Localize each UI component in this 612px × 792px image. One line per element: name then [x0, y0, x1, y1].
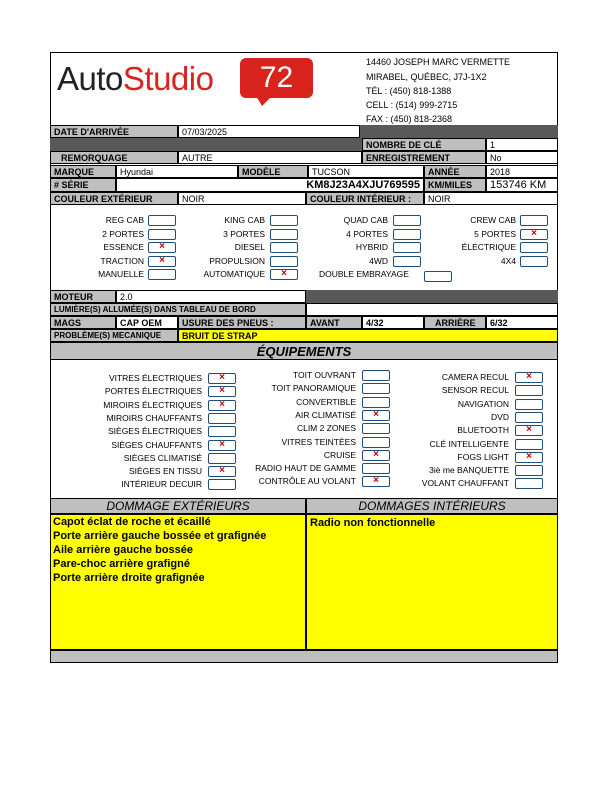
- front-tire-value[interactable]: 4/32: [362, 316, 424, 329]
- option-label: QUAD CAB: [343, 215, 388, 225]
- option-label: 4X4: [500, 255, 516, 266]
- int-damage-box[interactable]: [306, 514, 558, 650]
- towing-value[interactable]: AUTRE: [178, 151, 362, 164]
- equipment-checkbox[interactable]: [208, 466, 236, 477]
- equipment-checkbox[interactable]: [515, 465, 543, 476]
- header-filler: [306, 290, 558, 303]
- make-label: MARQUE: [50, 165, 116, 178]
- equipment-checkbox[interactable]: [362, 476, 390, 487]
- equipment-checkbox[interactable]: [208, 386, 236, 397]
- ext-damage-item: Capot éclat de roche et écaillé: [53, 516, 211, 528]
- address-line: TÉL : (450) 818-1388: [366, 86, 452, 96]
- check-mark-icon: ×: [159, 254, 165, 266]
- option-checkbox[interactable]: [270, 256, 298, 267]
- motor-value[interactable]: 2.0: [116, 290, 306, 303]
- ext-color-value[interactable]: NOIR: [178, 192, 306, 205]
- option-checkbox[interactable]: [393, 256, 421, 267]
- ext-damage-title: DOMMAGE EXTÉRIEURS: [106, 499, 250, 513]
- option-label: DIESEL: [234, 242, 265, 252]
- equipment-label: FOGS LIGHT: [457, 451, 509, 462]
- equipment-checkbox[interactable]: [208, 426, 236, 437]
- equipment-label: BLUETOOTH: [457, 425, 509, 436]
- equipment-label: SIÈGES EN TISSU: [128, 466, 202, 477]
- check-mark-icon: ×: [219, 385, 225, 397]
- keys-label: NOMBRE DE CLÉ: [362, 138, 486, 151]
- option-label: 2 PORTES: [102, 228, 144, 239]
- equipment-label: MIROIRS ÉLECTRIQUES: [103, 399, 202, 410]
- option-checkbox[interactable]: [393, 229, 421, 240]
- equipment-checkbox[interactable]: [208, 413, 236, 424]
- equipment-label: SIÈGES CHAUFFANTS: [111, 439, 202, 450]
- equipment-checkbox[interactable]: [515, 452, 543, 463]
- option-checkbox[interactable]: [270, 242, 298, 253]
- equipment-checkbox[interactable]: [362, 383, 390, 394]
- option-label: KING CAB: [224, 215, 265, 225]
- option-label: 4 PORTES: [346, 228, 388, 239]
- option-checkbox[interactable]: [148, 229, 176, 240]
- date-label: DATE D'ARRIVÉE: [50, 125, 178, 138]
- address-line: 14460 JOSEPH MARC VERMETTE: [366, 57, 511, 67]
- ext-damage-item: Porte arrière gauche bossée et grafignée: [53, 530, 267, 542]
- equipment-label: CLIM 2 ZONES: [296, 423, 356, 434]
- equipment-checkbox[interactable]: [515, 399, 543, 410]
- model-value[interactable]: TUCSON: [308, 165, 424, 178]
- check-mark-icon: ×: [219, 398, 225, 410]
- option-label: ÉLECTRIQUE: [461, 242, 516, 252]
- check-mark-icon: ×: [281, 268, 287, 279]
- equipment-label: CLÉ INTELLIGENTE: [429, 438, 509, 449]
- option-label: CREW CAB: [470, 215, 516, 225]
- logo-number-badge: 72: [240, 58, 313, 98]
- year-label: ANNÉE: [424, 165, 486, 178]
- motor-label: MOTEUR: [50, 290, 116, 303]
- check-mark-icon: ×: [526, 371, 532, 382]
- registration-value[interactable]: No: [486, 151, 558, 164]
- option-checkbox[interactable]: [520, 229, 548, 240]
- equipment-checkbox[interactable]: [208, 479, 236, 490]
- equipment-label: NAVIGATION: [457, 398, 509, 409]
- equipment-label: SIÈGES CLIMATISÉ: [123, 452, 202, 463]
- mech-label: PROBLÈME(S) MECANIQUE: [50, 329, 178, 342]
- equipment-label: INTÉRIEUR DECUIR: [121, 479, 202, 490]
- option-checkbox[interactable]: [520, 256, 548, 267]
- equipment-checkbox[interactable]: [515, 478, 543, 489]
- int-color-value[interactable]: NOIR: [424, 192, 558, 205]
- footer-bar: [50, 650, 558, 663]
- equipment-checkbox[interactable]: [208, 453, 236, 464]
- company-logo: AutoStudio: [57, 60, 214, 97]
- equipment-label: DVD: [491, 411, 509, 422]
- option-label: 4WD: [369, 255, 388, 266]
- check-mark-icon: ×: [159, 241, 165, 252]
- equipment-checkbox[interactable]: [515, 425, 543, 436]
- option-label: REG CAB: [105, 215, 144, 225]
- address-line: MIRABEL, QUÉBEC, J7J-1X2: [366, 72, 487, 82]
- ext-damage-item: Porte arrière droite grafignée: [53, 572, 205, 584]
- serial-value[interactable]: KM8J23A4XJU769595: [116, 178, 424, 192]
- option-checkbox[interactable]: [270, 269, 298, 280]
- check-mark-icon: ×: [219, 465, 225, 477]
- towing-label: REMORQUAGE: [50, 151, 178, 164]
- equipment-label: TOIT OUVRANT: [293, 370, 356, 380]
- option-checkbox[interactable]: [148, 269, 176, 280]
- equipment-label: MIROIRS CHAUFFANTS: [106, 412, 202, 423]
- equipment-checkbox[interactable]: [362, 450, 390, 461]
- equipment-label: RADIO HAUT DE GAMME: [255, 463, 356, 474]
- ext-color-label: COULEUR EXTÉRIEUR: [50, 192, 178, 205]
- check-mark-icon: ×: [526, 450, 532, 462]
- check-mark-icon: ×: [526, 424, 532, 436]
- option-checkbox[interactable]: [270, 215, 298, 226]
- equipment-checkbox[interactable]: [208, 440, 236, 451]
- option-label: AUTOMATIQUE: [203, 269, 265, 279]
- int-damage-title: DOMMAGES INTÉRIEURS: [358, 499, 506, 513]
- option-label: TRACTION: [100, 255, 144, 266]
- equipment-label: CONVERTIBLE: [296, 396, 356, 407]
- option-label: MANUELLE: [98, 269, 144, 279]
- equipment-label: CAMERA RECUL: [441, 372, 509, 382]
- equipment-checkbox[interactable]: [515, 412, 543, 423]
- equipment-label: TOIT PANORAMIQUE: [271, 383, 356, 394]
- ext-damage-item: Aile arrière gauche bossée: [53, 544, 194, 556]
- mags-value[interactable]: CAP OEM: [116, 316, 178, 329]
- km-label: KM/MILES: [424, 178, 486, 192]
- model-label: MODÈLE: [238, 165, 308, 178]
- check-mark-icon: ×: [373, 408, 379, 420]
- date-value[interactable]: 07/03/2025: [178, 125, 360, 138]
- equipment-label: AIR CLIMATISÉ: [295, 409, 356, 420]
- logo-bubble-tail: [256, 96, 272, 106]
- lights-value[interactable]: [306, 303, 558, 316]
- option-checkbox[interactable]: [520, 215, 548, 226]
- equipment-checkbox[interactable]: [208, 400, 236, 411]
- option-checkbox[interactable]: [270, 229, 298, 240]
- option-checkbox[interactable]: [424, 271, 452, 282]
- equipment-checkbox[interactable]: [362, 397, 390, 408]
- option-label: 5 PORTES: [474, 228, 516, 239]
- equipment-checkbox[interactable]: [362, 463, 390, 474]
- equipment-label: PORTES ÉLECTRIQUES: [104, 386, 202, 397]
- option-label: 3 PORTES: [223, 228, 265, 239]
- option-checkbox[interactable]: [393, 215, 421, 226]
- make-value[interactable]: Hyundai: [116, 165, 238, 178]
- option-checkbox[interactable]: [520, 242, 548, 253]
- check-mark-icon: ×: [531, 227, 537, 239]
- lights-label: LUMIÈRE(S) ALLUMÉE(S) DANS TABLEAU DE BORD: [50, 303, 306, 316]
- check-mark-icon: ×: [219, 372, 225, 383]
- tire-wear-label: USURE DES PNEUS :: [178, 316, 306, 329]
- keys-value[interactable]: 1: [486, 138, 558, 151]
- option-checkbox[interactable]: [148, 256, 176, 267]
- option-label: DOUBLE EMBRAYAGE: [319, 269, 409, 279]
- equipment-label: CONTRÔLE AU VOLANT: [258, 476, 356, 487]
- equipment-label: SENSOR RECUL: [441, 385, 509, 396]
- equipment-checkbox[interactable]: [515, 385, 543, 396]
- equipment-checkbox[interactable]: [362, 423, 390, 434]
- check-mark-icon: ×: [373, 475, 379, 487]
- equipment-label: VITRES TEINTÉES: [281, 436, 356, 447]
- equipment-label: SIÈGES ÉLECTRIQUES: [108, 426, 202, 437]
- km-value[interactable]: 153746 KM: [486, 178, 558, 192]
- option-label: ESSENCE: [103, 242, 144, 252]
- check-mark-icon: ×: [219, 438, 225, 450]
- equipment-label: CRUISE: [323, 449, 356, 460]
- serial-label: # SÉRIE: [50, 178, 116, 192]
- equipment-label: VOLANT CHAUFFANT: [421, 478, 509, 489]
- equipment-checkbox[interactable]: [362, 437, 390, 448]
- mags-label: MAGS: [50, 316, 116, 329]
- year-value[interactable]: 2018: [486, 165, 558, 178]
- int-color-label: COULEUR INTÉRIEUR :: [306, 192, 424, 205]
- equipment-title: ÉQUIPEMENTS: [256, 344, 352, 359]
- front-tire-label: AVANT: [306, 316, 362, 329]
- equipment-checkbox[interactable]: [515, 372, 543, 383]
- address-line: CELL : (514) 999-2715: [366, 100, 458, 110]
- option-checkbox[interactable]: [148, 242, 176, 253]
- rear-tire-label: ARRIÈRE: [424, 316, 486, 329]
- equipment-label: VITRES ÉLECTRIQUES: [108, 373, 202, 383]
- header-filler: [50, 138, 362, 151]
- check-mark-icon: ×: [373, 448, 379, 460]
- equipment-checkbox[interactable]: [515, 439, 543, 450]
- option-label: HYBRID: [355, 242, 388, 252]
- equipment-checkbox[interactable]: [208, 373, 236, 384]
- option-checkbox[interactable]: [148, 215, 176, 226]
- option-label: PROPULSION: [209, 255, 265, 266]
- mech-value[interactable]: BRUIT DE STRAP: [178, 329, 558, 342]
- header-filler: [360, 125, 558, 138]
- option-checkbox[interactable]: [393, 242, 421, 253]
- equipment-label: 3iè me BANQUETTE: [429, 465, 509, 476]
- equipment-checkbox[interactable]: [362, 410, 390, 421]
- address-line: FAX : (450) 818-2368: [366, 114, 453, 124]
- rear-tire-value[interactable]: 6/32: [486, 316, 558, 329]
- int-damage-item: Radio non fonctionnelle: [310, 517, 436, 529]
- ext-damage-item: Pare-choc arrière grafigné: [53, 558, 190, 570]
- registration-label: ENREGISTREMENT: [362, 151, 486, 164]
- equipment-checkbox[interactable]: [362, 370, 390, 381]
